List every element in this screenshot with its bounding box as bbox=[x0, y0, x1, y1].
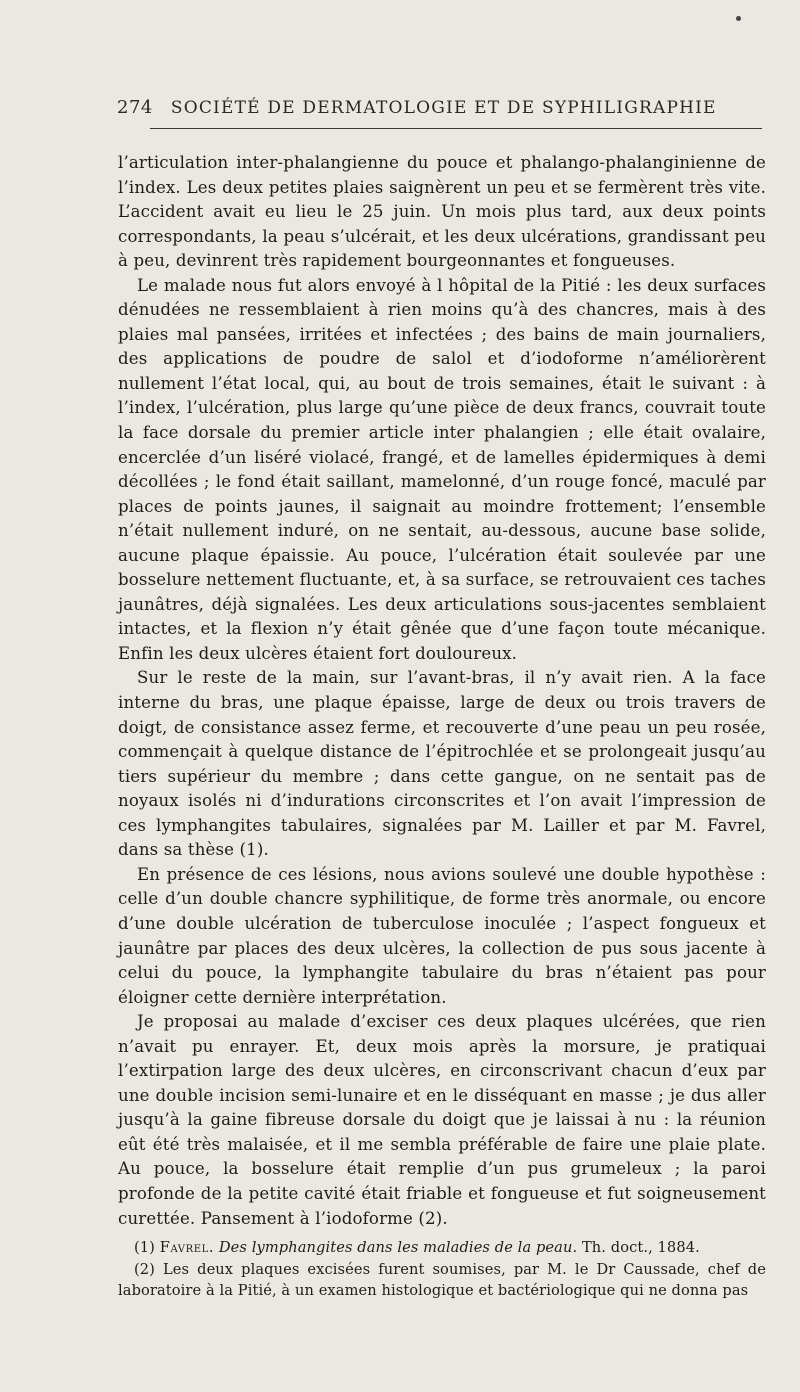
footnote-1-rest: Th. doct., 1884. bbox=[581, 1239, 700, 1256]
ink-speck bbox=[736, 16, 741, 21]
footnote-1-title: Des lymphangites dans les maladies de la peau. bbox=[218, 1239, 578, 1256]
body-text bbox=[118, 151, 766, 1231]
paragraph-2: Le malade nous fut alors envoyé à l hôpital de la Pitié : les deux surfaces dénudées ne ressemblaient à rien moins qu’à des chancres, mais à des plaies mal pansées, irritées et infectées ; des bains de main journaliers, des applications de poudre de salol et d’iodoforme n’améliorèrent nullement l’état local, qui, au bout de trois semaines, était le suivant : à l’index, l’ulcération, plus large qu’une pièce de deux francs, couvrait toute la face dorsale du premier article inter phalangien ; elle était ovalaire, encerclée d’un liséré violacé, frangé, et de lamelles épidermiques à demi décollées ; le fond était saillant, mamelonné, d’un rouge foncé, maculé par places de points jaunes, il saignait au moindre frottement; l’ensemble n’était nullement induré, on ne sentait, au-dessous, aucune base solide, aucune plaque épaissie. Au pouce, l’ulcération était soulevée par une bosselure nettement fluctuante, et, à sa surface, se retrouvaient ces taches jaunâtres, déjà signalées. Les deux articulations sous-jacentes semblaient intactes, et la flexion n’y était gênée que d’une façon toute mécanique. Enfin les deux ulcères étaient fort douloureux. bbox=[118, 275, 766, 663]
running-title: SOCIÉTÉ DE DERMATOLOGIE ET DE SYPHILIGRAPHIE bbox=[170, 98, 717, 118]
footnote-1-author: Favrel. bbox=[159, 1239, 215, 1256]
paragraph-5: Je proposai au malade d’exciser ces deux plaques ulcérées, que rien n’avait pu enrayer. Et, deux mois après la morsure, je pratiquai l’extirpation large des deux ulcères, en circonscrivant chacun d’eux par une double incision semi-lunaire et en le disséquant en masse ; je dus aller jusqu’à la gaine fibreuse dorsale du doigt que je laissai à nu : la réunion eût été très malaisée, et il me sembla préférable de faire une plaie plate. Au pouce, la bosselure était remplie d’un pus grumeleux ; la paroi profonde de la petite cavité était friable et fongueuse et fut soigneusement curettée. Pansement à l’iodoforme (2). bbox=[118, 1012, 766, 1228]
paragraph-3: Sur le reste de la main, sur l’avant-bras, il n’y avait rien. A la face interne du bras, une plaque épaisse, large de deux ou trois travers de doigt, de consistance assez ferme, et recouverte d’une peau un peu rosée, commençait à quelque distance de l’épitrochlée et se prolongeait jusqu’au tiers supérieur du membre ; dans cette gangue, on ne sentait pas de noyaux isolés ni d’indurations circonscrites et l’on avait l’impression de ces lymphangites tabulaires, signalées par M. Lailler et par M. Favrel, dans sa thèse (1). bbox=[118, 668, 766, 860]
running-header bbox=[117, 97, 767, 118]
page-number: 274 bbox=[117, 97, 153, 118]
paragraph-4: En présence de ces lésions, nous avions soulevé une double hypothèse : celle d’un double chancre syphilitique, de forme très anormale, ou encore d’une double ulcération de tuberculose inoculée ; l’aspect fongueux et jaunâtre par places des deux ulcères, la collection de pus sous jacente à celui du pouce, la lymphangite tabulaire du bras n’étaient pas pour éloigner cette dernière interprétation. bbox=[118, 864, 766, 1007]
footnotes bbox=[118, 1237, 766, 1302]
footnote-2-marker: (2) bbox=[134, 1260, 155, 1278]
footnote-1-marker: (1) bbox=[134, 1239, 155, 1256]
header-rule bbox=[150, 128, 762, 129]
footnote-2-text: Les deux plaques excisées furent soumises, par M. le Dr Caussade, chef de laboratoire à la Pitié, à un examen histologique et bactériologique qui ne donna pas bbox=[118, 1260, 766, 1299]
footnote-2 bbox=[118, 1259, 766, 1302]
paragraph-1: l’articulation inter-phalangienne du pouce et phalango-phalanginienne de l’index. Les deux petites plaies saignèrent un peu et se fermèrent très vite. L’accident avait eu lieu le 25 juin. Un mois plus tard, aux deux points correspondants, la peau s’ulcérait, et les deux ulcérations, grandissant peu à peu, devinrent très rapidement bourgeonnantes et fongueuses. bbox=[118, 153, 766, 271]
footnote-1 bbox=[118, 1237, 766, 1259]
